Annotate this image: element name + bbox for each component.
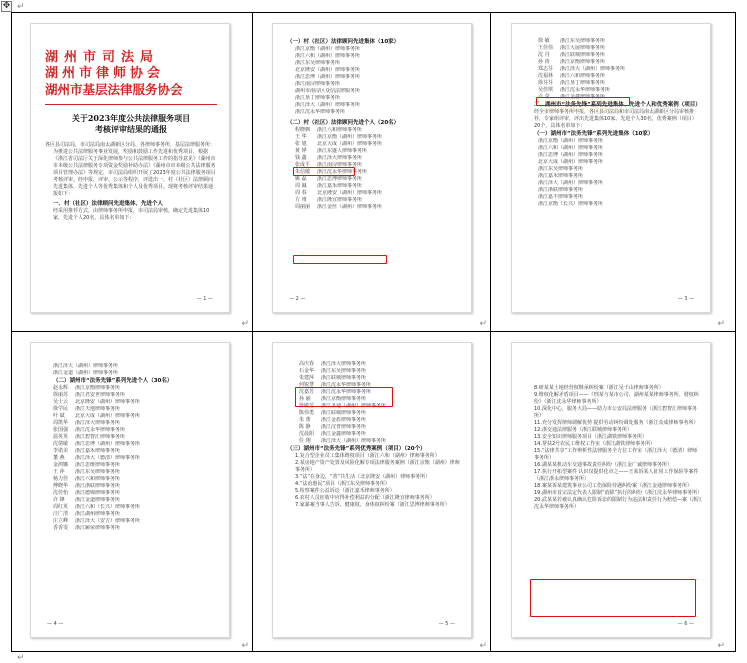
firm-name: 北京隆安（湖州）律师事务所	[317, 190, 383, 196]
body-paragraph: 为推进公共法律服务事业发展，奖励和鼓励工作先进和优秀项目，根据《浙江省司法厅关于深化律师参与公共法律服务工作的指导意见》《湖州市市本级公共法律服务专项资金奖励补助办法》《湖州市市本级公共法律服务项目管理办法》等规定，市司法局组织开展了2023年度公共法律服务项目考核评审。经申报、评审、公示等程序，评选出一、村（社区）法律顾问先进集体、先进个人等优秀集体和个人及优秀项目。现将考核评审结果通报如下：	[53, 149, 216, 197]
cell-end-mark-icon: ↵	[241, 641, 249, 651]
highlight-box	[293, 255, 387, 264]
firm-name: 浙江京衡律师事务所	[321, 396, 367, 402]
person-name: 沈晨阳	[299, 431, 315, 437]
list-item: 浙江泽大（湖州）律师事务所	[538, 180, 604, 186]
person-name: 吴佳琪	[538, 87, 554, 93]
list-item: 浙江金道（湖州）律师事务所	[53, 370, 119, 376]
person-name: 高庆春	[299, 361, 315, 367]
person-name: 徐丽苏	[53, 392, 69, 398]
cell-end-mark-icon: ↵	[717, 641, 725, 651]
firm-name: 北京大成（湖州）律师事务所	[75, 413, 141, 419]
firm-name: 浙江京衡律师事务所	[560, 59, 606, 65]
table-cell-page-5[interactable]	[253, 332, 490, 653]
firm-name: 浙江德锦律师事务所	[75, 490, 121, 496]
group-heading: （一）村（社区）法律顾问先进集体（10家）	[287, 39, 400, 45]
firm-name: 浙江嘉禾律师事务所	[317, 183, 363, 189]
list-item: 浙江垦丁律师事务所	[295, 95, 341, 101]
person-name: 王 萍	[53, 469, 65, 475]
list-item: 浙江东吴律师事务所	[538, 166, 584, 172]
page-number: — 6 —	[677, 621, 694, 627]
person-name: 沈福林	[538, 73, 554, 79]
highlight-box	[295, 387, 393, 407]
list-item: 浙江六和（湖州）律师事务所	[538, 145, 604, 151]
firm-name: 浙江沈永华律师事务所	[75, 427, 126, 433]
person-name: 卢 莹	[538, 94, 550, 100]
section-heading-2: 二、湖州市“法务先锋”系列先进集体、先进个人和优秀案例（项目）	[534, 102, 701, 108]
list-item: 浙江思博（湖州）律师事务所	[538, 152, 604, 158]
page-number: — 5 —	[438, 621, 455, 627]
list-item: 浙江泽大（湖州）律师事务所	[295, 102, 361, 108]
person-name: 汪广清	[53, 511, 69, 517]
firm-name: 浙江汉普律师事务所	[321, 424, 367, 430]
firm-name: 北京隆安（湖州）律师事务所	[75, 399, 141, 405]
case-item: 16.湖某某机动车交通事故责任纠纷（浙江金广诚律师事务所）	[534, 462, 672, 468]
person-name: 徐敏芳	[299, 403, 315, 409]
person-name: 李诺美	[53, 448, 69, 454]
person-name: 香香雯	[53, 525, 69, 531]
person-name: 姚 磊	[295, 176, 307, 182]
case-item: 17.执行开拓型案件 认识仅提供化市之——王某诉某人征用工作保险等案件（浙江浙永律师事务所）	[534, 469, 699, 482]
firm-name: 浙江泽大律师事务所	[321, 361, 367, 367]
person-name: 赵永辉	[53, 385, 69, 391]
case-item: 3.“法”在身边，“善”共生活（北京隆安（湖州）律师事务所）	[295, 474, 431, 480]
case-item: 20.武某某若被认真确认危险诉讼的限制行为违法和责任行为赔偿—案（浙江沈永华律师事务所）	[534, 497, 702, 510]
firm-name: 浙江联城律师事务所	[321, 375, 367, 381]
list-item: 浙江南浔律师事务所	[295, 81, 341, 87]
org-title-lawyers-association: 湖州市律师协会	[45, 66, 165, 81]
firm-name: 浙江隆宜律师事务所	[317, 197, 363, 203]
firm-name: 浙江六和律师事务所	[560, 73, 606, 79]
person-name: 温英英	[53, 434, 69, 440]
firm-name: 浙江思维律师事务所	[75, 462, 121, 468]
case-item: 6.农村人员征收中应得补偿利益的分配（浙江隆宜律师事务所）	[295, 495, 435, 501]
section-1-paragraph: 经采用推荐方式，由律师事务所申报，市司法局审核，确定先进集体10家，先进个人20名，具体名单如下：	[53, 208, 210, 221]
person-name: 方 靖	[295, 197, 307, 203]
person-name: 任 翔	[299, 438, 311, 444]
firm-name: 浙江金鑫律师事务所	[321, 431, 367, 437]
firm-name: 浙江颐荣律师事务所	[75, 525, 121, 531]
firm-name: 浙江六和（长兴）律师事务所	[75, 504, 141, 510]
firm-name: 浙江大展律师事务所	[560, 45, 606, 51]
person-name: 沈倩敏	[53, 441, 69, 447]
person-name: 徐芬芬	[538, 80, 554, 86]
firm-name: 浙江泽大（安吉）律师事务所	[75, 518, 141, 524]
firm-name: 浙江东吴律师事务所	[560, 38, 606, 44]
list-item: 浙江思博（湖州）律师事务所	[295, 74, 361, 80]
highlight-box	[536, 97, 630, 106]
case-item: 2.某房地产资产处置及风险化解专项法律服务案例（浙江京衡（湖州）律师事务所）	[295, 460, 460, 473]
case-item: 10.深化中心，服务大局——助力市公安局法律服务（浙江碧智汇律师事务所）	[534, 406, 697, 419]
firm-name: 浙江天地律师事务所	[75, 406, 121, 412]
firm-name: 浙江六和律师事务所	[75, 476, 121, 482]
firm-name: 浙江金鑫律师事务所	[560, 94, 606, 100]
table-cell-page-3[interactable]	[491, 13, 737, 331]
person-name: 杨力佳	[53, 476, 69, 482]
case-item: 18.案某诉某建筑事业公司工伤保险待遇纠纷案（浙江金通律师事务所）	[534, 483, 692, 489]
person-name: 叶 斌	[53, 413, 65, 419]
case-item: 13.安全知识律师服务项目（浙江湖铁律师事务所）	[534, 434, 647, 440]
firm-name: 北京大成（湖州）律师事务所	[317, 141, 383, 147]
firm-name: 浙江思博（湖州）律师事务所	[75, 441, 141, 447]
person-name: 孙 涛	[538, 59, 550, 65]
cell-end-mark-icon: ↵	[479, 641, 487, 651]
list-item: 浙江嘉丰律师事务所	[538, 194, 584, 200]
person-name: 周凯华	[53, 420, 69, 426]
red-divider-line	[45, 104, 217, 105]
firm-name: 浙江金盾律师事务所	[321, 417, 367, 423]
firm-name: 浙江泽大律师事务所	[317, 155, 363, 161]
firm-name: 浙江泽大（湖州）律师事务所	[560, 66, 626, 72]
firm-name: 浙江碧智汇律师事务所	[75, 434, 126, 440]
firm-name: 浙江君安世律师事务所	[75, 392, 126, 398]
person-name: 金鸿娜	[53, 462, 69, 468]
person-name: 吴士云	[53, 399, 69, 405]
person-name: 沈嘉芳	[299, 389, 315, 395]
group-heading: （二）村（社区）法律顾问先进个人（20名）	[287, 120, 400, 126]
person-name: 傅晓华	[53, 483, 69, 489]
person-name: 朱信敏	[295, 169, 311, 175]
document-page-4	[30, 342, 230, 638]
section-2-paragraph: 经全市律师事务所申报，各区县司法局和市司法局南太湖新区分局审核推荐，专家组评审，评出先进集体10家、先进个人30名，优秀案例（项目）20个，具体名单如下：	[534, 109, 697, 129]
highlight-box	[530, 579, 696, 617]
firm-name: 浙江湖州律师事务所	[75, 511, 121, 517]
paragraph-mark-icon: ↵	[17, 653, 25, 663]
firm-name: 浙江浙联律师事务所	[75, 483, 121, 489]
firm-name: 浙江沈永华律师事务所	[321, 382, 372, 388]
person-name: 朱 蕾	[299, 417, 311, 423]
person-name: 黄 铧	[295, 148, 307, 154]
firm-name: 浙江金丝（湖州）律师事务所	[317, 204, 383, 210]
person-name: 郑志芬	[538, 66, 554, 72]
group-heading: （二）湖州市“法务先锋”系列先进个人（30名）	[53, 378, 173, 384]
document-page-5	[272, 342, 472, 638]
case-item: 11.充分发挥律师调解优势 提供劳动纠纷调处服务（浙江众成律师事务所）	[534, 420, 699, 426]
person-name: 沈 丹	[538, 52, 550, 58]
firm-name: 浙江沈永华律师事务所	[321, 389, 372, 395]
page-number: — 4 —	[47, 621, 64, 627]
firm-name: 浙江金道律师事务所	[75, 497, 121, 503]
person-name: 程晓枫	[295, 127, 311, 133]
group-heading: （三）湖州市“法务先锋”系列优秀案例（项目）（20个）	[287, 446, 426, 452]
document-title-line-1: 关于2023年度公共法律服务项目	[71, 113, 191, 123]
cell-end-mark-icon: ↵	[241, 319, 249, 329]
person-name: 朱建萍	[299, 375, 315, 381]
person-name: 许 锋	[53, 497, 65, 503]
list-item: 湖州市南浔区众信法律服务所	[295, 88, 361, 94]
person-name: 陈 静	[299, 424, 311, 430]
list-item: 浙江嘉禾律师事务所	[538, 173, 584, 179]
list-item: 浙江泽大（湖州）律师事务所	[53, 363, 119, 369]
firm-name: 浙江六和律师事务所	[317, 127, 363, 133]
table-cell-page-1[interactable]	[12, 13, 252, 331]
person-name: 周红英	[53, 504, 69, 510]
firm-name: 浙江泽大律师事务所	[75, 420, 121, 426]
page-number: — 3 —	[677, 296, 694, 302]
firm-name: 浙江沈永华律师事务所	[560, 87, 611, 93]
person-name: 王佳伟	[538, 45, 554, 51]
firm-name: 浙江联城律师事务所	[560, 52, 606, 58]
person-name: 庄立峰	[53, 518, 69, 524]
paragraph-mark-icon: ↵	[17, 2, 25, 12]
list-item: 北京隆安（湖州）律师事务所	[295, 67, 361, 73]
firm-name: 浙江思博律师事务所	[317, 176, 363, 182]
person-name: 张国强	[53, 427, 69, 433]
case-item: 15.“法律共享”工作辨析性法律服务全方位工作室（浙江泽大（德清）律师事务所）	[534, 448, 698, 461]
cell-end-mark-icon: ↵	[717, 319, 725, 329]
org-title-legal-service-association: 湖州市基层法律服务协会	[45, 82, 183, 97]
person-name: 张成平	[295, 162, 311, 168]
page-number: — 1 —	[196, 296, 213, 302]
person-name: 何锐慧	[299, 382, 315, 388]
person-name: 钱 鑫	[295, 155, 307, 161]
firm-name: 浙江京衡（湖州）律师事务所	[317, 134, 383, 140]
group-heading: （一）湖州市“法务先锋”系列先进集体（10家）	[534, 131, 654, 137]
document-table	[11, 12, 736, 652]
case-item: 14.帮扶2号农民工维权工作室（浙江湖铁律师事务所）	[534, 441, 656, 447]
person-name: 徐 敏	[538, 38, 550, 44]
list-item: 浙江京衡（长兴）律师事务所	[538, 201, 604, 207]
list-item: 浙江六和（湖州）律师事务所	[295, 53, 361, 59]
section-heading-1: 一、村（社区）法律顾问先进集体、先进个人	[53, 201, 164, 207]
person-name: 沈佳怡	[53, 490, 69, 496]
document-page-3	[511, 23, 711, 313]
table-move-handle-icon[interactable]: ✥	[2, 1, 11, 11]
document-title-line-2: 考核评审结果的通报	[95, 124, 167, 134]
document-page-1	[30, 23, 230, 313]
person-name: 陈伟勇	[299, 410, 315, 416]
document-page-6	[511, 342, 711, 638]
firm-name: 浙江东盛人律师事务所	[317, 148, 368, 154]
document-page-2	[272, 23, 472, 313]
cell-end-mark-icon: ↵	[479, 319, 487, 329]
firm-name: 浙江圣通（湖州）律师事务所	[321, 403, 387, 409]
person-name: 周 春	[295, 190, 307, 196]
person-name: 张 旭	[295, 141, 307, 147]
firm-name: 浙江泽大（湖州）律师事务所	[321, 438, 387, 444]
list-item: 北京大成（湖州）律师事务所	[538, 159, 604, 165]
person-name: 徐学民	[53, 406, 69, 412]
list-item: 浙江京衡（湖州）律师事务所	[538, 138, 604, 144]
list-item: 浙江京衡（湖州）律师事务所	[295, 46, 361, 52]
case-item: 19.湖州市首宗法定代表人限制“消除”执行的纠纷（浙江沈永华律师事务所）	[534, 490, 703, 496]
case-item: 12.浙交通法律服务（浙江联城律师事务所）	[534, 427, 632, 433]
firm-name: 浙江南浔律师事务所	[317, 162, 363, 168]
person-name: 孙 丽	[299, 396, 311, 402]
firm-name: 浙江东吴律师事务所	[75, 469, 121, 475]
firm-name: 浙江京衡律师事务所	[75, 385, 121, 391]
firm-name: 浙江联城律师事务所	[321, 410, 367, 416]
list-item: 浙江东吴律师事务所	[295, 60, 341, 66]
case-item: 1.复合型企业员工集体维权项目（浙江六和（湖州）律师事务所）	[295, 453, 440, 459]
highlight-box	[293, 167, 355, 176]
person-name: 周 铖	[295, 183, 307, 189]
list-item: 浙江沈永华律师事务所	[295, 109, 346, 115]
table-cell-page-6[interactable]	[491, 332, 737, 653]
firm-name: 浙江东吴律师事务所	[321, 368, 367, 374]
person-name: 石金华	[299, 368, 315, 374]
person-name: 董 燕	[53, 455, 65, 461]
org-title-justice-bureau: 湖州市司法局	[45, 50, 160, 65]
case-item: 4.“法治惠民”项目（浙江东吴律师事务所）	[295, 481, 390, 487]
firm-name: 浙江泽大（德清）律师事务所	[75, 455, 141, 461]
addressee: 各区县司法局，市司法局南太湖新区分局、各律师事务所，基层法律服务所：	[45, 142, 216, 148]
table-cell-page-4[interactable]	[12, 332, 252, 653]
list-item: 浙江浙联律师事务所	[538, 187, 584, 193]
case-item: 9.维权化解矛盾项目——《刑某与某市公司、湖州某某律师事务所、谐权纠纷》（浙江沈永华律师事务所）	[534, 392, 699, 405]
table-cell-page-2[interactable]	[253, 13, 490, 331]
case-item: 7.家暴案当事人告诉、健康权、身体权纠纷案（浙江思博律师事务所）	[295, 502, 450, 508]
page-number: — 2 —	[289, 296, 306, 302]
firm-name: 浙江沈永华律师事务所	[317, 169, 368, 175]
case-item: 8.研某某土地经营权继承纠纷案（浙江吴千山律师事务所）	[534, 385, 664, 391]
case-item: 5.检察案件公益诉讼（浙江嘉禾律师事务所）	[295, 488, 395, 494]
firm-name: 浙江嘉禾律师事务所	[75, 448, 121, 454]
person-name: 周丽丽	[295, 204, 311, 210]
person-name: 王 华	[295, 134, 307, 140]
firm-name: 浙江垦丁律师事务所	[560, 80, 606, 86]
